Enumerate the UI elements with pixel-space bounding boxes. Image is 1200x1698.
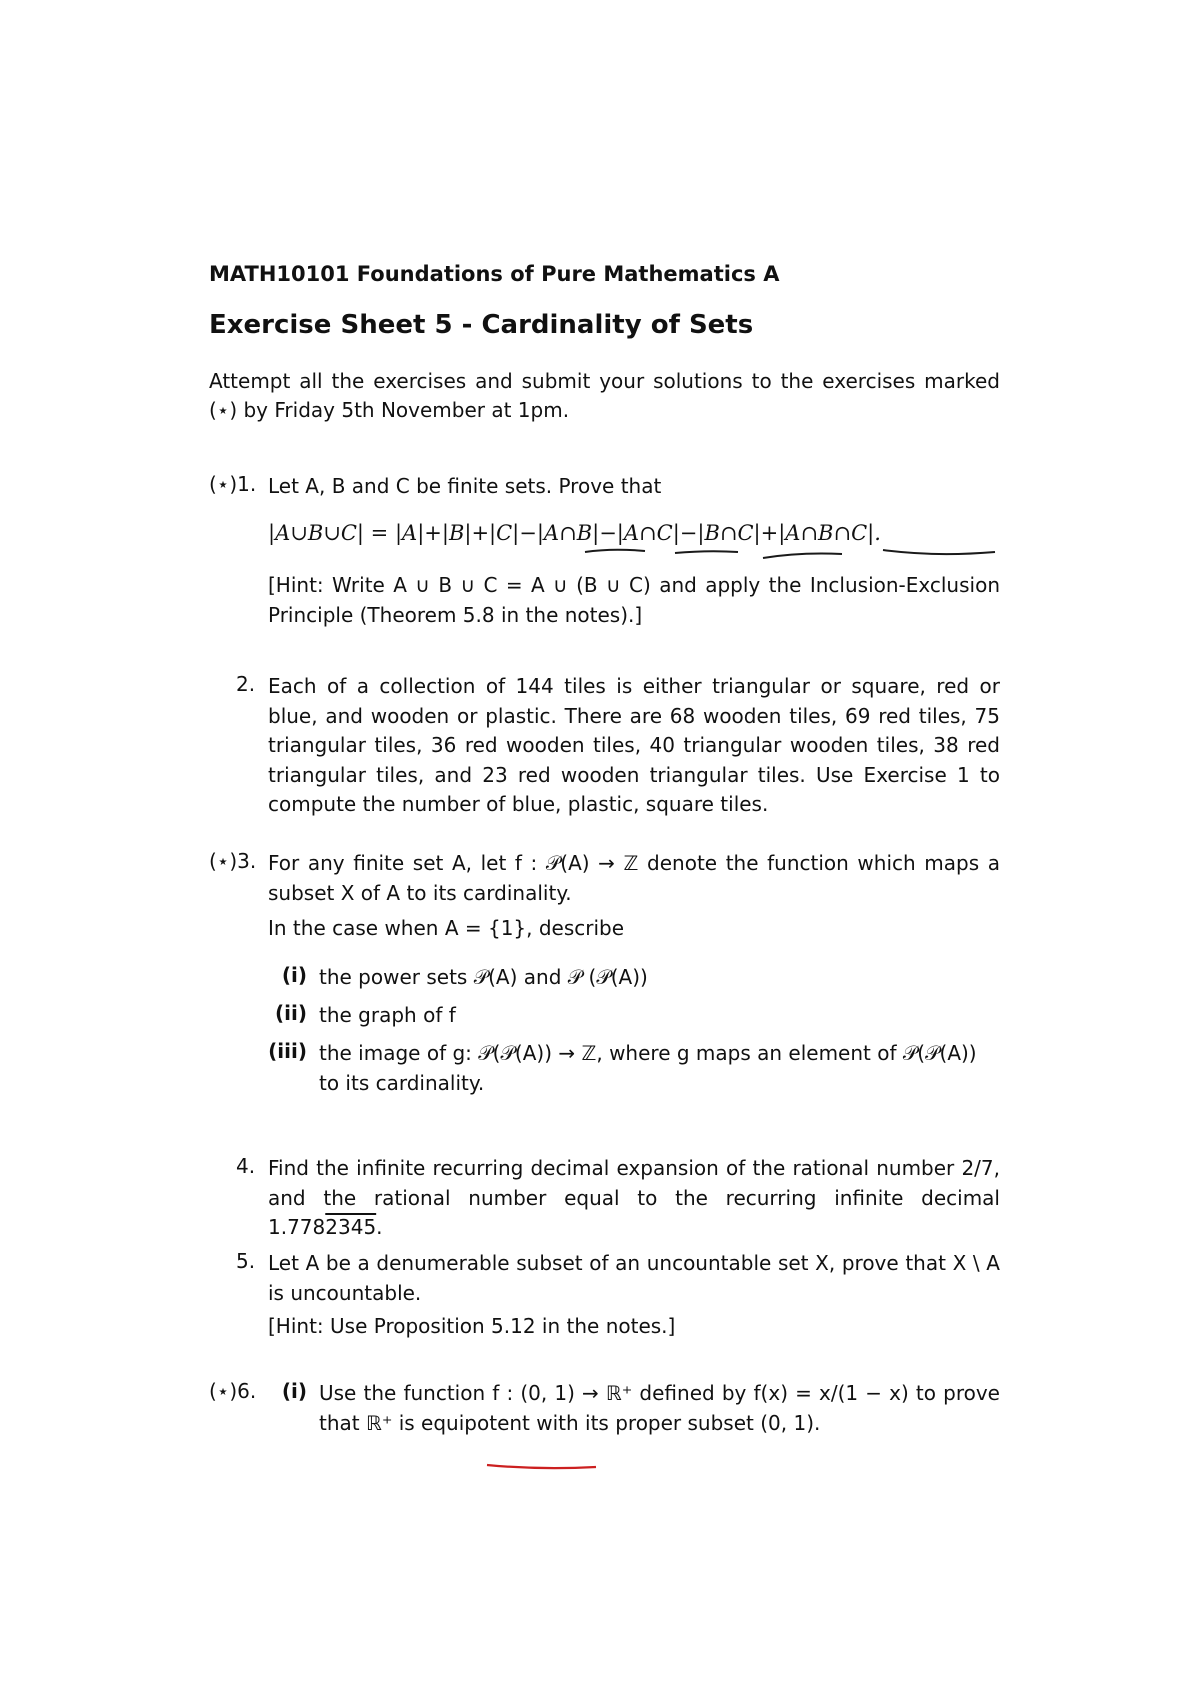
course-title: MATH10101 Foundations of Pure Mathematics A — [209, 262, 780, 286]
exercise-5-hint: [Hint: Use Proposition 5.12 in the notes.] — [268, 1314, 676, 1338]
exercise-4-text-end: . — [376, 1215, 383, 1239]
exercise-1-hint: [Hint: Write A ∪ B ∪ C = A ∪ (B ∪ C) and apply the Inclusion-Exclusion Principle (Theorem 5.8 in the notes).] — [268, 573, 1000, 627]
exercise-3-part-iii-label: (iii) — [268, 1039, 307, 1063]
exercise-1-label: (⋆)1. — [209, 472, 257, 496]
exercise-6-part-i-label: (i) — [281, 1379, 307, 1403]
exercise-3-part-ii-text: the graph of f — [319, 1003, 456, 1027]
exercise-3-text: For any finite set A, let f : 𝒫(A) → ℤ denote the function which maps a subset X of A to its cardinality. — [268, 851, 1000, 905]
underline-a-cap-b-cap-c — [883, 550, 995, 554]
exercise-5-label: 5. — [236, 1249, 256, 1273]
exercise-4-label: 4. — [236, 1154, 256, 1178]
exercise-3-part-i-text: the power sets 𝒫(A) and 𝒫 (𝒫(A)) — [319, 965, 648, 989]
underline-b-cap-c — [763, 554, 842, 559]
exercise-1-text: Let A, B and C be finite sets. Prove that — [268, 474, 662, 498]
exercise-1-formula: |A∪B∪C| = |A|+|B|+|C|−|A∩B|−|A∩C|−|B∩C|+|A∩B∩C|. — [268, 521, 881, 545]
underline-a-cap-c — [675, 551, 738, 553]
exercise-5-text: Let A be a denumerable subset of an uncountable set X, prove that X \ A is uncountable. — [268, 1251, 1000, 1305]
underline-a-cap-b — [585, 550, 645, 552]
sheet-title: Exercise Sheet 5 - Cardinality of Sets — [209, 310, 754, 340]
exercise-6-part-i-text: Use the function f : (0, 1) → ℝ⁺ defined by f(x) = x/(1 − x) to prove that ℝ⁺ is equipotent with its proper subset (0, 1). — [319, 1381, 1000, 1435]
exercise-4-text — [268, 1154, 1000, 1243]
exercise-2-label: 2. — [236, 672, 256, 696]
exercise-2-text: Each of a collection of 144 tiles is either triangular or square, red or blue, and wooden or plastic. There are 68 wooden tiles, 69 red tiles, 75 triangular tiles, 36 red wooden tiles, 40 triangular wooden tiles, 38 red triangular tiles, and 23 red wooden triangular tiles. Use Exercise 1 to compute the number of blue, plastic, square tiles. — [268, 674, 1000, 816]
underline-equipotent — [487, 1465, 596, 1468]
exercise-6-label: (⋆)6. — [209, 1379, 257, 1403]
exercise-3-case: In the case when A = {1}, describe — [268, 916, 625, 940]
exercise-3-label: (⋆)3. — [209, 849, 257, 873]
exercise-3-part-ii-label: (ii) — [275, 1001, 307, 1025]
exercise-4-text-main: Find the infinite recurring decimal expansion of the rational number 2/7, and the rational number equal to the recurring infinite decimal 1.778 — [268, 1156, 1000, 1239]
recurring-digits: 2345 — [325, 1215, 377, 1239]
intro-text: Attempt all the exercises and submit your solutions to the exercises marked (⋆) by Friday 5th November at 1pm. — [209, 369, 1000, 422]
exercise-3-part-i-label: (i) — [281, 963, 307, 987]
exercise-3-part-iii-text: the image of g: 𝒫(𝒫(A)) → ℤ, where g maps an element of 𝒫(𝒫(A)) to its cardinality. — [319, 1041, 977, 1095]
